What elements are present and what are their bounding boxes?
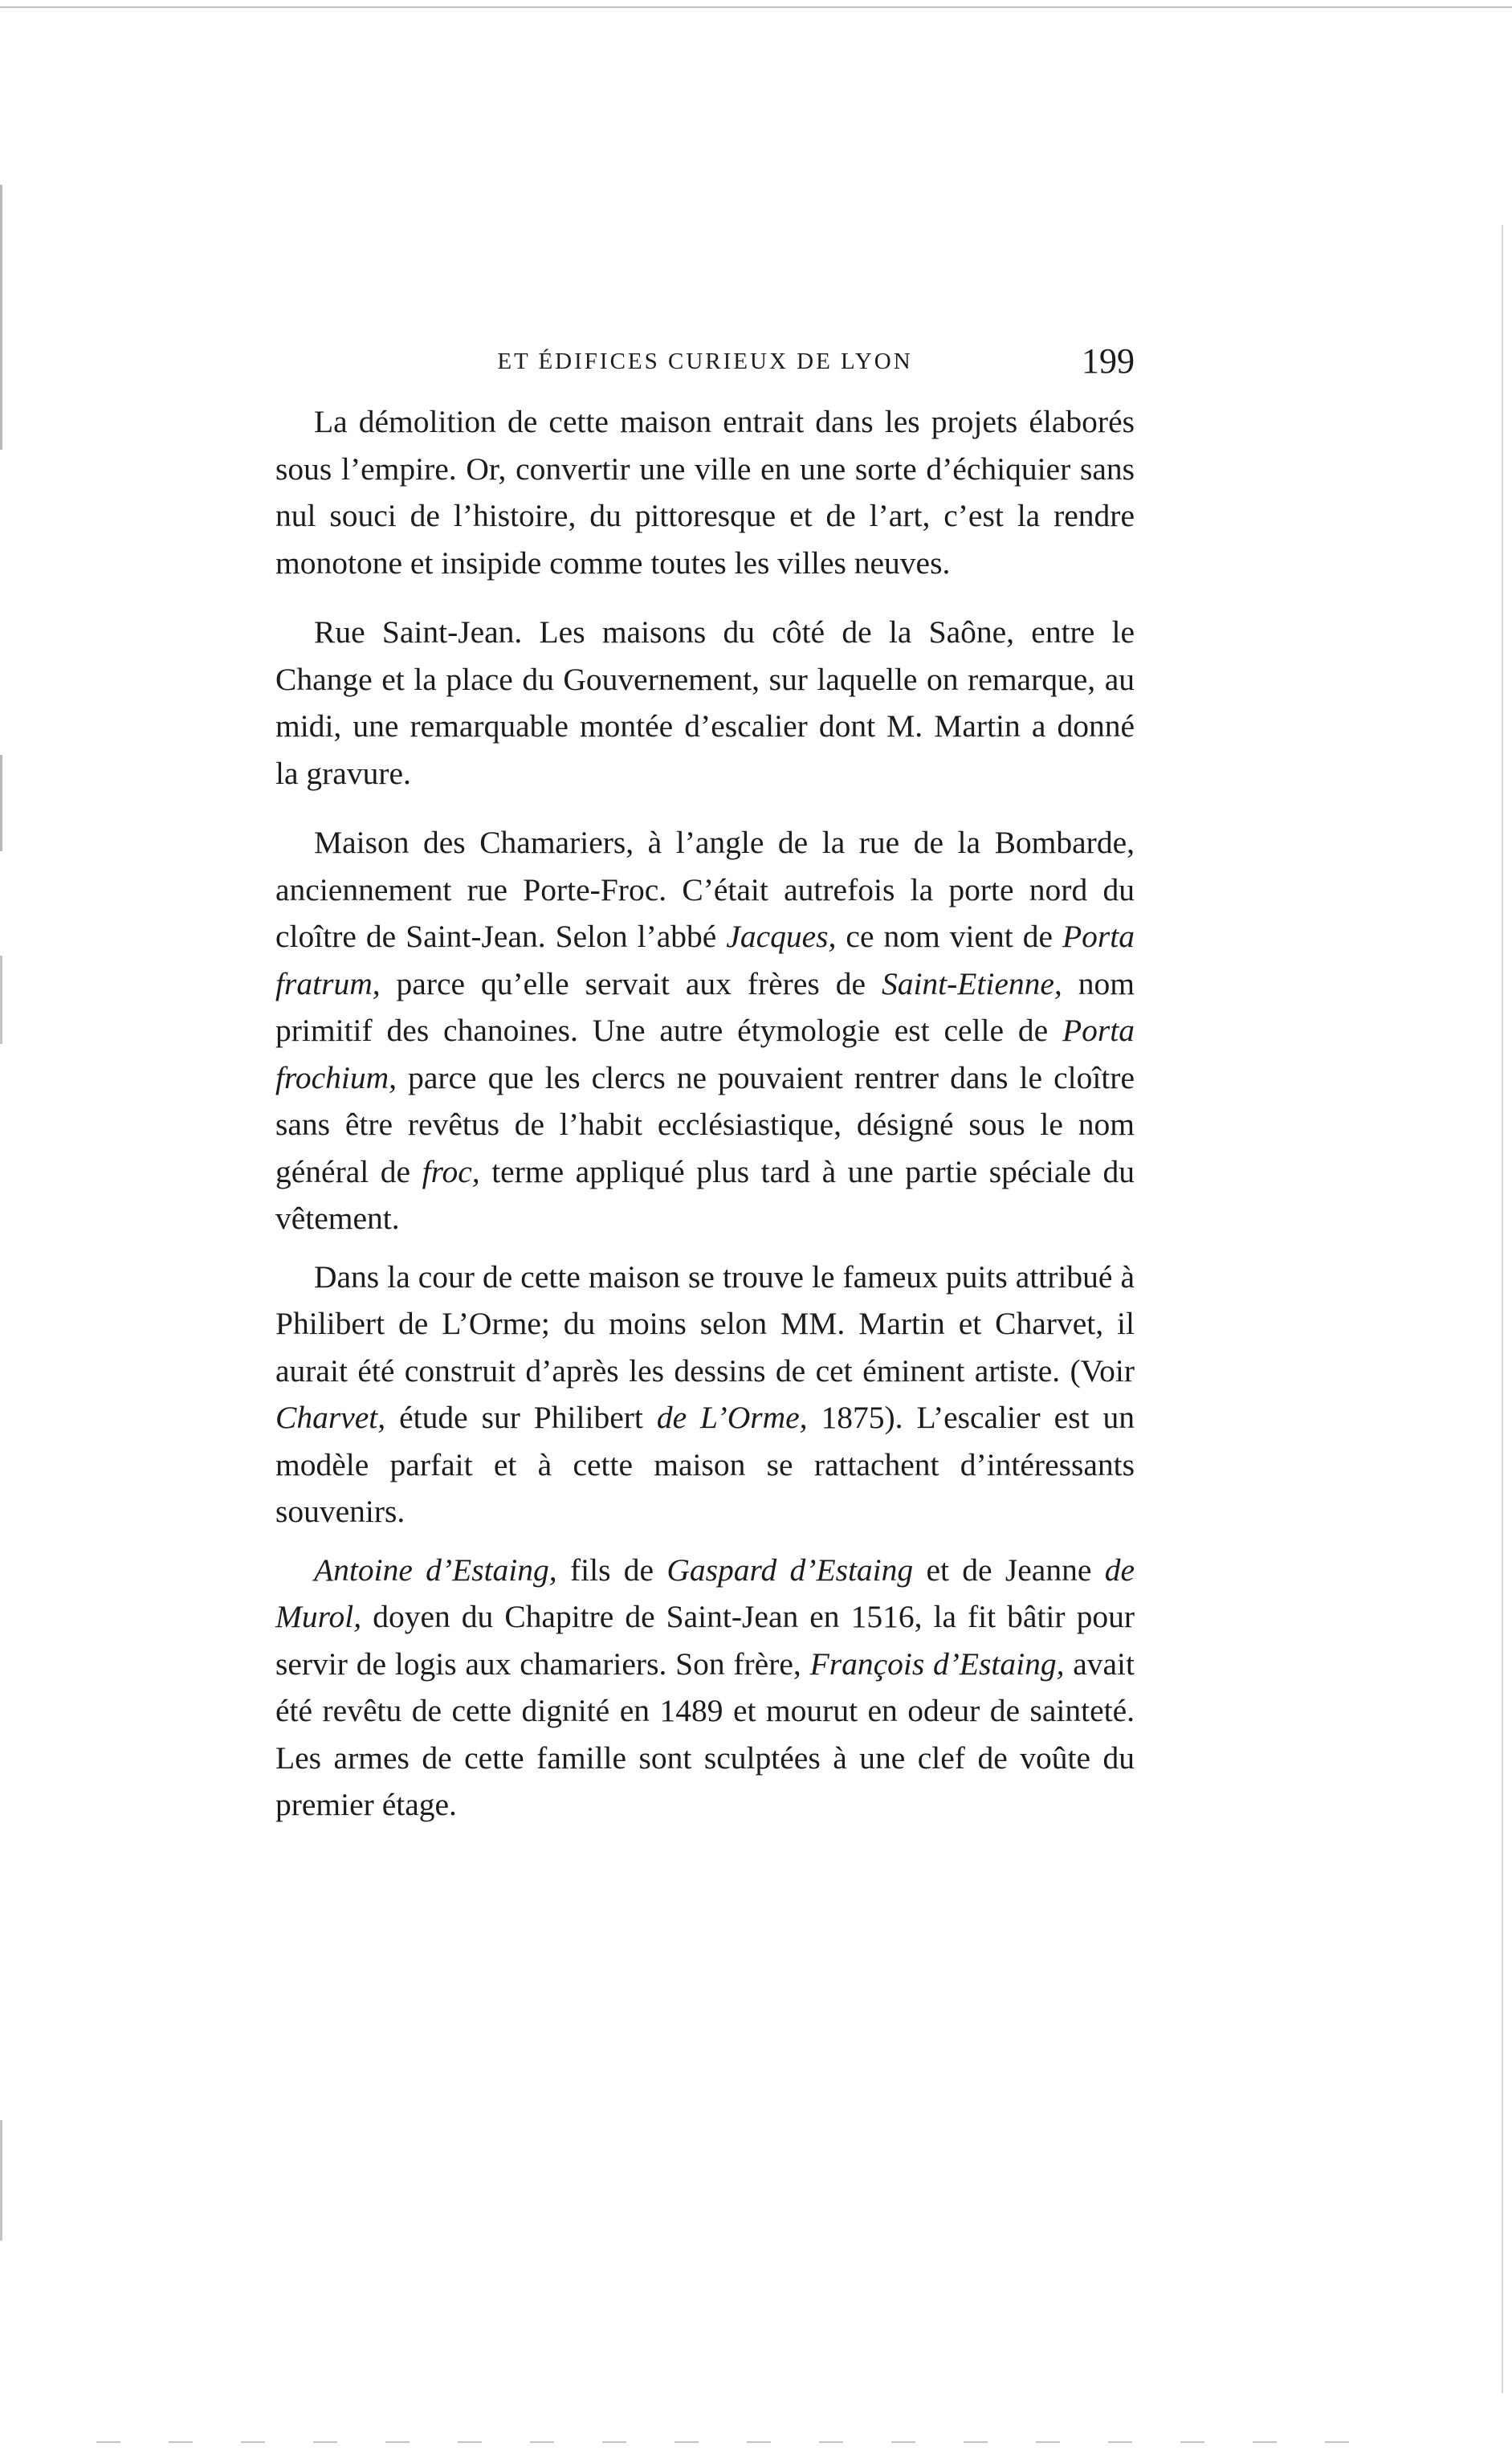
scan-top-rule xyxy=(0,6,1512,8)
scan-left-edge xyxy=(0,2120,2,2241)
text-run: avait été revêtu de cette dignité en 1489 et mourut en odeur de sainteté. Les armes de cette famille sont sculptées à une clef de voûte du premier étage. xyxy=(275,1645,1135,1822)
paragraph xyxy=(275,398,1135,586)
running-head xyxy=(275,337,1135,385)
italic-run: Charvet, xyxy=(275,1400,386,1435)
text-run: nom primitif des chanoines. Une autre étymologie est celle de xyxy=(275,965,1135,1048)
italic-run: François d’Estaing, xyxy=(809,1645,1065,1682)
italic-run: Antoine d’Estaing, xyxy=(314,1552,557,1588)
paragraph xyxy=(275,1547,1135,1829)
text-run: Maison des Chamariers, à l’angle de la rue de la Bombarde, anciennement rue Porte-Froc. C’était autrefois la porte nord du cloître de Saint-Jean. Selon l’abbé xyxy=(275,825,1135,954)
italic-run: Jacques, xyxy=(726,919,837,954)
text-run: Rue Saint-Jean. Les maisons du côté de la Saône, entre le Change et la place du Gouvernement, sur laquelle on remarque, au midi, une remarquable montée d’escalier dont M. Martin a donné la gravure. xyxy=(275,614,1135,791)
paragraph xyxy=(275,819,1135,1242)
paragraph xyxy=(275,1254,1135,1535)
book-page xyxy=(275,337,1135,1851)
body-text xyxy=(275,398,1135,1829)
italic-run: froc, xyxy=(422,1153,480,1189)
text-run: parce qu’elle servait aux frères de xyxy=(380,965,882,1001)
italic-run: Porta fratrum, xyxy=(275,919,1135,1001)
scan-bottom-dashes xyxy=(96,2441,1381,2443)
text-run: La démolition de cette maison entrait dans les projets élaborés sous l’empire. Or, convertir une ville en une sorte d’échiquier sans nul souci de l’histoire, du pittoresque et de l’art, c’est la rendre monotone et insipide comme toutes les villes neuves. xyxy=(275,404,1135,581)
text-run: ce nom vient de xyxy=(836,919,1063,954)
page-number: 199 xyxy=(1082,341,1135,381)
text-run: doyen du Chapitre de Saint-Jean en 1516, la fit bâtir pour servir de logis aux chamariers. Son frère, xyxy=(275,1599,1135,1682)
text-run: Dans la cour de cette maison se trouve le fameux puits attribué à Philibert de L’Orme; du moins selon MM. Martin et Charvet, il aurait été construit d’après les dessins de cet éminent artiste. (Voir xyxy=(275,1258,1135,1388)
text-run: terme appliqué plus tard à une partie spéciale du vêtement. xyxy=(275,1153,1135,1236)
italic-run: Saint-Etienne, xyxy=(881,965,1062,1001)
scan-left-edge xyxy=(0,185,2,450)
running-title: ET ÉDIFICES CURIEUX DE LYON xyxy=(497,349,913,374)
scan-right-edge xyxy=(1502,225,1503,2393)
italic-run: de Murol, xyxy=(275,1552,1135,1634)
text-run: fils de xyxy=(556,1552,667,1588)
text-run: et de Jeanne xyxy=(913,1552,1105,1588)
text-run: 1875). L’escalier est un modèle parfait et à cette maison se rattachent d’intéressants souvenirs. xyxy=(275,1400,1135,1529)
text-run: parce que les clercs ne pouvaient rentrer dans le cloître sans être revêtus de l’habit ecclésiastique, désigné sous le nom général de xyxy=(275,1059,1135,1189)
paragraph xyxy=(275,609,1135,797)
italic-run: de L’Orme, xyxy=(656,1400,808,1435)
italic-run: Gaspard d’Estaing xyxy=(666,1552,914,1588)
scan-left-edge xyxy=(0,755,2,851)
text-run: étude sur Philibert xyxy=(385,1400,657,1435)
italic-run: Porta frochium, xyxy=(275,1013,1135,1095)
scan-left-edge xyxy=(0,956,2,1044)
